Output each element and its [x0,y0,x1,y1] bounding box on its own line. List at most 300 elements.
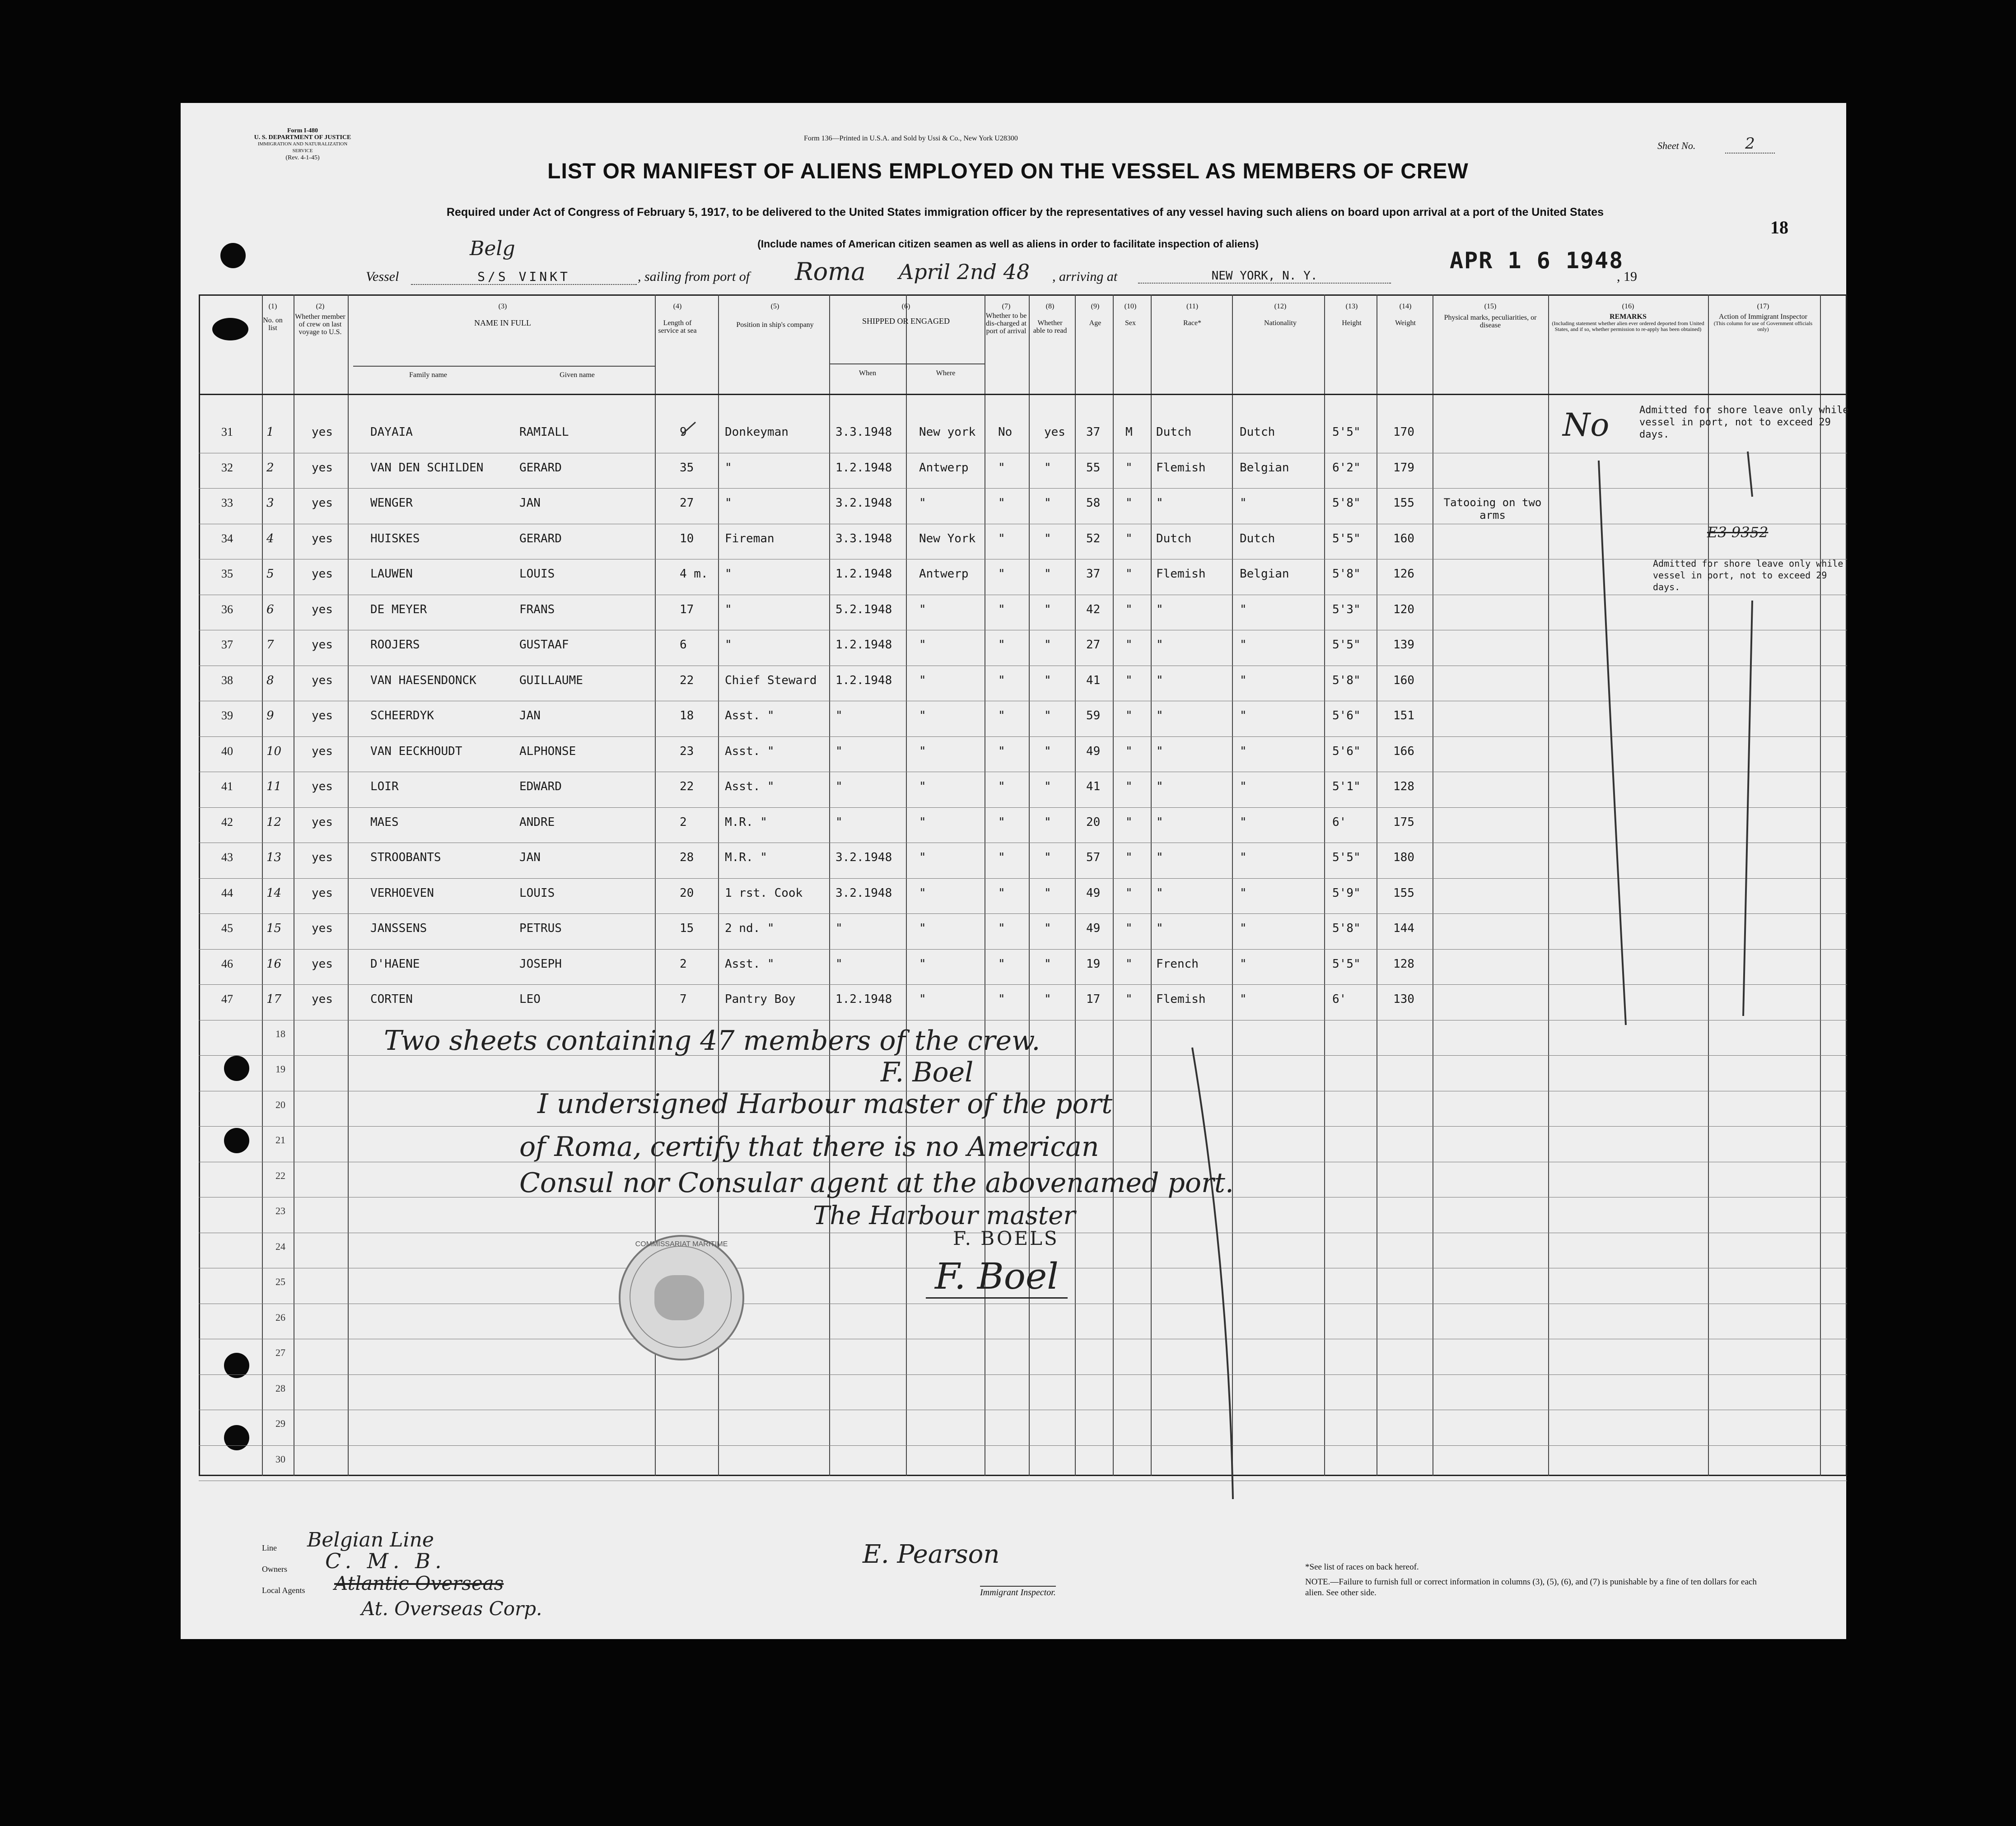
blank-line-number: 22 [275,1170,285,1181]
col6-where-header: Where [936,369,956,377]
cell-sex: " [1125,461,1133,475]
col2-header: (2) Whether member of crew on last voyage to U.S. [295,303,345,336]
cell-ht: 6' [1332,992,1347,1006]
cell-len: 2 [680,815,687,829]
blank-line-number: 23 [275,1205,285,1216]
cell-read: " [1044,957,1051,971]
cell-len: 35 [680,461,694,475]
cell-wt: 120 [1393,603,1414,616]
cell-dis: " [998,745,1005,758]
cell-age: 41 [1086,674,1101,687]
cell-race: French [1156,957,1199,971]
cell-age: 42 [1086,603,1101,616]
cell-wt: 128 [1393,957,1414,971]
cell-len: 28 [680,851,694,864]
blank-line-number: 25 [275,1276,285,1287]
cell-len: 4 m. [680,567,708,581]
cell-family: VERHOEVEN [370,886,434,900]
cell-age: 49 [1086,886,1101,900]
cell-ht: 5'3" [1332,603,1361,616]
year-label: , 19 [1617,269,1637,284]
footer-line-value: Belgian Line [307,1528,434,1551]
cell-voy: yes [312,567,333,581]
page-subtitle: Required under Act of Congress of February 5, 1917, to be delivered to the United States immigration officer by the representatives of any vessel having such aliens on board upon arrival at a port of the United States [446,206,1604,219]
tick-mark [682,422,695,434]
cell-nat: " [1240,674,1247,687]
cell-family: VAN DEN SCHILDEN [370,461,484,475]
cell-sex: " [1125,496,1133,510]
cell-sex: " [1125,957,1133,971]
cell-line: 37 [221,638,233,651]
blank-line-number: 20 [275,1099,285,1110]
cell-no: 12 [266,815,282,829]
cell-race: Dutch [1156,425,1192,439]
cell-pos: Asst. " [725,709,775,722]
cell-wt: 126 [1393,567,1414,581]
cell-no: 9 [266,709,274,722]
cell-read: " [1044,638,1051,652]
cell-nat: " [1240,603,1247,616]
penalty-note: NOTE.—Failure to furnish full or correct information in columns (3), (5), (6), and (7) is punishable by a fine of ten dollars for each alien. See other side. [1305,1577,1757,1598]
cell-line: 43 [221,851,233,864]
cell-race: " [1156,603,1163,616]
cell-sex: " [1125,674,1133,687]
cell-wt: 155 [1393,886,1414,900]
footer-owners-label: Owners [262,1565,287,1574]
sailing-label: , sailing from port of [638,269,750,284]
cell-read: " [1044,532,1051,545]
cell-age: 17 [1086,992,1101,1006]
cell-dis: " [998,674,1005,687]
cell-read: " [1044,674,1051,687]
cell-when: " [835,780,843,793]
cell-line: 39 [221,709,233,722]
cell-family: MAES [370,815,399,829]
cert-line-4: Consul nor Consular agent at the abovenamed port. [519,1167,1234,1199]
cell-when: 1.2.1948 [835,674,892,687]
cell-given: PETRUS [519,922,562,935]
cell-pos: Pantry Boy [725,992,796,1006]
cell-race: " [1156,674,1163,687]
col5-header: (5) Position in ship's company [736,303,814,329]
cell-given: JAN [519,709,541,722]
cell-given: LOUIS [519,886,555,900]
cell-no: 2 [266,461,274,475]
footer-line-label: Line [262,1543,277,1552]
blank-line-number: 19 [275,1063,285,1075]
cell-where: " [919,922,926,935]
cell-age: 49 [1086,922,1101,935]
cell-age: 49 [1086,745,1101,758]
sheet-number: 2 [1725,135,1775,154]
cell-race: Dutch [1156,532,1192,545]
cell-when: 3.3.1948 [835,425,892,439]
cell-family: VAN EECKHOUDT [370,745,462,758]
cell-no: 3 [266,496,274,510]
cell-sex: " [1125,638,1133,652]
cell-dis: " [998,851,1005,864]
cell-dis: " [998,709,1005,722]
cell-where: " [919,496,926,510]
cert-signature-1: F. Boel [881,1057,974,1088]
cell-ht: 5'8" [1332,496,1361,510]
cell-ht: 5'5" [1332,532,1361,545]
cell-given: ALPHONSE [519,745,576,758]
cell-voy: yes [312,992,333,1006]
cell-when: 3.3.1948 [835,532,892,545]
cell-age: 37 [1086,425,1101,439]
cell-dis: " [998,886,1005,900]
col6-when-header: When [859,369,877,377]
cell-dis: " [998,496,1005,510]
cell-ht: 6'2" [1332,461,1361,475]
blank-line-number: 24 [275,1241,285,1252]
cell-sex: " [1125,603,1133,616]
cell-voy: yes [312,745,333,758]
cell-voy: yes [312,851,333,864]
cell-voy: yes [312,425,333,439]
cell-voy: yes [312,886,333,900]
cell-no: 14 [266,886,282,900]
col9-header: (9) Age [1089,303,1101,327]
cell-voy: yes [312,532,333,545]
col15-header: (15) Physical marks, peculiarities, or disease [1444,303,1537,329]
seal-text: COMMISSARIAT MARITIME [635,1240,728,1248]
cell-when: 3.2.1948 [835,851,892,864]
cell-ht: 5'8" [1332,674,1361,687]
cell-no: 10 [266,745,282,758]
cell-ht: 5'9" [1332,886,1361,900]
cell-no: 15 [266,922,282,935]
cell-family: SCHEERDYK [370,709,434,722]
cell-family: WENGER [370,496,413,510]
blank-line-number: 27 [275,1347,285,1358]
cell-line: 32 [221,461,233,474]
cell-line: 38 [221,674,233,687]
cell-race: " [1156,922,1163,935]
cell-where: " [919,886,926,900]
col14-header: (14) Weight [1395,303,1416,327]
cell-family: ROOJERS [370,638,420,652]
footer-agents-struck: Atlantic Overseas [334,1572,504,1594]
service-name: IMMIGRATION AND NATURALIZATION SERVICE [257,141,348,154]
cell-where: " [919,709,926,722]
cell-read: " [1044,922,1051,935]
cell-pos: M.R. " [725,815,767,829]
cert-line-3: of Roma, certify that there is no American [519,1131,1099,1163]
cell-wt: 139 [1393,638,1414,652]
cell-line: 41 [221,780,233,793]
cell-read: " [1044,815,1051,829]
cell-no: 7 [266,638,274,652]
cell-given: GUSTAAF [519,638,569,652]
cell-pos: 1 rst. Cook [725,886,803,900]
col3-header: (3) NAME IN FULL [474,303,531,327]
remarks-admitted-2: Admitted for shore leave only while vessel in port, not to exceed 29 days. [1653,558,1843,592]
cert-line-5: The Harbour master [813,1201,1076,1230]
cell-line: 31 [221,425,233,438]
include-note: (Include names of American citizen seamen as well as aliens in order to facilitate inspection of aliens) [757,238,1259,250]
remarks-vertical-stroke [1599,461,1626,1025]
cell-given: JOSEPH [519,957,562,971]
cell-nat: " [1240,815,1247,829]
cell-no: 13 [266,851,282,864]
cell-line: 36 [221,603,233,616]
action-stroke-2 [1743,601,1752,1016]
cell-given: EDWARD [519,780,562,793]
sheet-label: Sheet No. [1657,140,1696,151]
cell-len: 17 [680,603,694,616]
page-title: LIST OR MANIFEST OF ALIENS EMPLOYED ON THE VESSEL AS MEMBERS OF CREW [547,159,1469,183]
cell-sex: M [1125,425,1133,439]
cell-len: 6 [680,638,687,652]
cell-nat: Dutch [1240,532,1275,545]
cell-sex: " [1125,992,1133,1006]
cell-wt: 180 [1393,851,1414,864]
cell-when: 3.2.1948 [835,886,892,900]
blank-line-number: 21 [275,1134,285,1146]
cell-voy: yes [312,638,333,652]
col13-header: (13) Height [1342,303,1362,327]
cell-pos: Asst. " [725,780,775,793]
cell-len: 9 [680,425,687,439]
cell-race: " [1156,851,1163,864]
cell-when: 1.2.1948 [835,461,892,475]
cell-age: 41 [1086,780,1101,793]
race-column-stroke [1192,1048,1233,1499]
cell-voy: yes [312,674,333,687]
cell-line: 42 [221,815,233,829]
cell-wt: 155 [1393,496,1414,510]
arriving-port: NEW YORK, N. Y. [1138,269,1391,284]
cell-race: " [1156,780,1163,793]
cell-ht: 5'6" [1332,709,1361,722]
cell-race: " [1156,496,1163,510]
cell-line: 40 [221,745,233,758]
cell-nat: " [1240,922,1247,935]
cell-nat: Belgian [1240,461,1289,475]
official-seal [619,1235,744,1360]
cell-nat: " [1240,851,1247,864]
cell-voy: yes [312,603,333,616]
cell-given: JAN [519,851,541,864]
footer-agents-label: Local Agents [262,1586,305,1595]
col8-header: (8) Whether able to read [1033,303,1067,335]
cell-len: 18 [680,709,694,722]
cell-no: 11 [266,780,282,793]
blank-line-number: 29 [275,1418,285,1429]
cell-ht: 5'5" [1332,851,1361,864]
cell-line: 34 [221,532,233,545]
cell-given: GUILLAUME [519,674,583,687]
cell-when: " [835,709,843,722]
cell-len: 27 [680,496,694,510]
cell-no: 16 [266,957,282,971]
cell-family: JANSSENS [370,922,427,935]
cell-ht: 5'6" [1332,745,1361,758]
cell-read: " [1044,461,1051,475]
cell-read: " [1044,745,1051,758]
cell-nat: " [1240,496,1247,510]
footer-owners-value: C. M. B. [325,1549,446,1573]
inspector-label: Immigrant Inspector. [980,1586,1056,1598]
cell-ht: 5'5" [1332,957,1361,971]
cell-dis: " [998,957,1005,971]
cell-sex: " [1125,780,1133,793]
cell-dis: " [998,461,1005,475]
cell-nat: " [1240,886,1247,900]
cell-read: " [1044,496,1051,510]
cell-nat: Belgian [1240,567,1289,581]
col12-header: (12) Nationality [1264,303,1297,327]
cell-marks: Tatooing on two arms [1443,496,1542,522]
cell-ht: 5'1" [1332,780,1361,793]
cell-line: 33 [221,496,233,509]
cell-pos: Chief Steward [725,674,817,687]
cell-len: 10 [680,532,694,545]
cell-where: " [919,992,926,1006]
cell-age: 20 [1086,815,1101,829]
cell-when: " [835,815,843,829]
cell-nat: " [1240,957,1247,971]
cell-dis: " [998,780,1005,793]
cell-race: " [1156,815,1163,829]
sailing-port: Roma [795,257,866,286]
cell-pos: " [725,461,732,475]
cell-nat: " [1240,745,1247,758]
cell-age: 59 [1086,709,1101,722]
cert-line-1: Two sheets containing 47 members of the crew. [384,1025,1041,1057]
form-number: Form I-480 [287,127,318,134]
department: U. S. DEPARTMENT OF JUSTICE [254,134,351,141]
cell-when: 5.2.1948 [835,603,892,616]
cell-dis: " [998,922,1005,935]
cell-family: LOIR [370,780,399,793]
cell-dis: " [998,638,1005,652]
cell-given: RAMIALL [519,425,569,439]
cell-wt: 151 [1393,709,1414,722]
cell-age: 57 [1086,851,1101,864]
cell-age: 55 [1086,461,1101,475]
cell-wt: 128 [1393,780,1414,793]
cert-signature-2: F. Boel [926,1255,1068,1299]
cell-line: 45 [221,922,233,935]
arriving-label: , arriving at [1052,269,1118,284]
cell-wt: 166 [1393,745,1414,758]
cell-race: Flemish [1156,992,1206,1006]
cell-where: " [919,851,926,864]
sailing-date: April 2nd 48 [899,260,1030,284]
cell-pos: Asst. " [725,957,775,971]
cell-voy: yes [312,496,333,510]
cell-wt: 160 [1393,674,1414,687]
col1-header: (1) No. on list [263,303,283,332]
cell-where: New York [919,532,976,545]
cell-read: yes [1044,425,1065,439]
cell-ht: 5'8" [1332,922,1361,935]
col4-header: (4) Length of service at sea [658,303,697,335]
cell-dis: " [998,815,1005,829]
col3-family-header: Family name [409,371,447,379]
cell-voy: yes [312,780,333,793]
cell-pos: Fireman [725,532,775,545]
cell-read: " [1044,851,1051,864]
blank-line-number: 30 [275,1453,285,1465]
cell-when: 3.2.1948 [835,496,892,510]
cell-sex: " [1125,886,1133,900]
races-note: *See list of races on back hereof. [1305,1562,1419,1572]
cell-family: CORTEN [370,992,413,1006]
cell-no: 8 [266,674,274,687]
cell-ht: 5'8" [1332,567,1361,581]
cell-race: " [1156,638,1163,652]
col7-header: (7) Whether to be dis-charged at port of arrival [985,303,1027,335]
cell-no: 17 [266,992,282,1006]
cell-given: JAN [519,496,541,510]
cell-wt: 130 [1393,992,1414,1006]
cell-read: " [1044,780,1051,793]
cell-wt: 170 [1393,425,1414,439]
cell-race: Flemish [1156,461,1206,475]
cell-len: 23 [680,745,694,758]
cell-pos: " [725,496,732,510]
cell-when: 1.2.1948 [835,992,892,1006]
cell-where: " [919,957,926,971]
remarks-struck-number: E3 9352 [1707,524,1769,541]
cell-sex: " [1125,532,1133,545]
cell-where: Antwerp [919,461,969,475]
cell-line: 44 [221,886,233,899]
cell-nat: " [1240,709,1247,722]
cell-when: 1.2.1948 [835,638,892,652]
cell-nat: " [1240,638,1247,652]
cell-given: ANDRE [519,815,555,829]
cell-no: 5 [266,567,274,581]
cell-nat: " [1240,780,1247,793]
cell-wt: 144 [1393,922,1414,935]
cell-dis: " [998,567,1005,581]
cell-age: 19 [1086,957,1101,971]
cert-line-2: I undersigned Harbour master of the port [537,1088,1113,1120]
cell-ht: 5'5" [1332,638,1361,652]
cell-race: " [1156,709,1163,722]
cell-where: " [919,674,926,687]
cell-wt: 179 [1393,461,1414,475]
cell-sex: " [1125,815,1133,829]
cell-line: 35 [221,567,233,580]
inspector-signature: E. Pearson [863,1540,1000,1569]
cell-ht: 6' [1332,815,1347,829]
cell-pos: " [725,638,732,652]
col3-given-header: Given name [560,371,595,379]
cell-when: " [835,922,843,935]
cell-nat: Dutch [1240,425,1275,439]
cell-len: 2 [680,957,687,971]
cell-read: " [1044,567,1051,581]
cell-ht: 5'5" [1332,425,1361,439]
cell-family: LAUWEN [370,567,413,581]
cell-voy: yes [312,461,333,475]
col17-header: (17) Action of Immigrant Inspector (This column for use of Government officials only) [1713,303,1813,332]
cell-len: 7 [680,992,687,1006]
cell-sex: " [1125,922,1133,935]
cell-sex: " [1125,567,1133,581]
cell-when: " [835,957,843,971]
cell-where: Antwerp [919,567,969,581]
cell-family: D'HAENE [370,957,420,971]
col11-header: (11) Race* [1183,303,1201,327]
cell-dis: No [998,425,1013,439]
